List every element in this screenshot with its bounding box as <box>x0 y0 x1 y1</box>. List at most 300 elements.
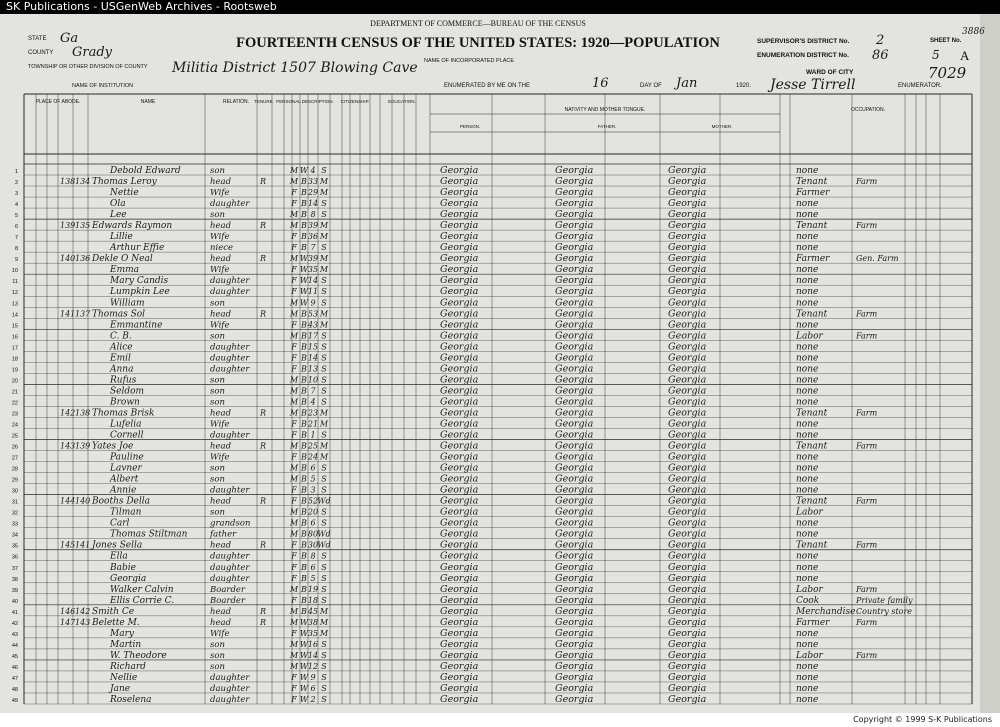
industry-value: Farm <box>856 408 878 418</box>
industry-value: Farm <box>856 177 878 187</box>
mother-birth-place: Georgia <box>668 176 707 188</box>
race-value: W <box>299 276 309 286</box>
age-value: 29 <box>307 188 319 198</box>
occupation-value: Tenant <box>796 221 828 232</box>
relation-value: head <box>210 408 232 419</box>
nativity-father: FATHER. <box>597 124 617 129</box>
marital-value: S <box>321 166 327 176</box>
sex-value: M <box>289 254 299 264</box>
occupation-value: Labor <box>796 650 823 661</box>
age-value: 9 <box>310 298 316 308</box>
relation-value: son <box>210 661 225 672</box>
occupation-value: none <box>796 243 819 254</box>
father-birth-place: Georgia <box>555 374 594 386</box>
marital-value: M <box>319 617 329 627</box>
line-number: 17 <box>11 345 18 352</box>
mother-birth-place: Georgia <box>668 396 707 408</box>
age-value: 39 <box>307 254 319 264</box>
occupation-value: none <box>796 485 819 496</box>
age-value: 6 <box>310 683 316 693</box>
age-value: 30 <box>307 540 319 550</box>
mother-birth-place: Georgia <box>668 165 707 177</box>
race-value: B <box>301 320 307 330</box>
birth-place: Georgia <box>440 583 479 595</box>
industry-value: Farm <box>856 441 878 451</box>
dwelling-number: 138 <box>60 177 76 187</box>
line-number: 44 <box>11 642 18 649</box>
age-value: 20 <box>307 507 319 517</box>
sex-value: F <box>291 540 297 550</box>
race-value: B <box>301 606 307 616</box>
birth-place: Georgia <box>440 517 479 529</box>
family-number: 138 <box>75 408 91 418</box>
line-number: 11 <box>12 279 18 286</box>
mother-birth-place: Georgia <box>668 649 707 661</box>
dwelling-number: 139 <box>60 221 76 231</box>
tenure-value: R <box>260 496 267 506</box>
father-birth-place: Georgia <box>555 616 594 628</box>
sex-value: F <box>291 452 297 462</box>
age-value: 8 <box>310 551 316 561</box>
mother-birth-place: Georgia <box>668 451 707 463</box>
sex-value: M <box>289 474 299 484</box>
occupation-value: none <box>796 518 819 529</box>
mother-birth-place: Georgia <box>668 572 707 584</box>
person-name: Arthur Effie <box>110 243 165 254</box>
relation-value: Wife <box>210 628 230 639</box>
enum-district-label: ENUMERATION DISTRICT No. <box>757 52 849 59</box>
dwelling-number: 144 <box>60 496 76 506</box>
occupation-value: none <box>796 298 819 309</box>
line-number: 27 <box>11 455 18 462</box>
age-value: 7 <box>310 386 316 396</box>
tenure-value: R <box>260 617 267 627</box>
age-value: 25 <box>307 441 319 451</box>
race-value: B <box>301 595 307 605</box>
father-birth-place: Georgia <box>555 638 594 650</box>
age-value: 1 <box>310 430 316 440</box>
line-number: 9 <box>14 257 18 264</box>
person-name: Emil <box>110 353 131 364</box>
birth-place: Georgia <box>440 264 479 276</box>
sheet-no: 5 <box>932 48 940 62</box>
sex-value: M <box>289 166 299 176</box>
age-value: 6 <box>310 463 316 473</box>
enumerated-day: 16 <box>592 76 609 91</box>
person-name: W. Theodore <box>110 650 167 661</box>
occupation-value: Farmer <box>796 188 830 199</box>
tenure-value: R <box>260 254 267 264</box>
birth-place: Georgia <box>440 462 479 474</box>
sex-value: M <box>289 408 299 418</box>
relation-value: head <box>210 309 232 320</box>
birth-place: Georgia <box>440 694 479 705</box>
mother-birth-place: Georgia <box>668 363 707 375</box>
birth-place: Georgia <box>440 209 479 221</box>
father-birth-place: Georgia <box>555 528 594 540</box>
age-value: 6 <box>310 562 316 572</box>
tenure-value: R <box>260 408 267 418</box>
person-name: Richard <box>110 661 146 672</box>
line-number: 40 <box>11 598 18 605</box>
mother-birth-place: Georgia <box>668 583 707 595</box>
person-name: Anna <box>110 364 134 375</box>
father-birth-place: Georgia <box>555 286 594 298</box>
sex-value: M <box>289 221 299 231</box>
sex-value: M <box>289 584 299 594</box>
race-value: B <box>301 188 307 198</box>
birth-place: Georgia <box>440 396 479 408</box>
birth-place: Georgia <box>440 572 479 584</box>
age-value: 11 <box>307 287 319 297</box>
relation-value: Wife <box>210 188 230 199</box>
father-birth-place: Georgia <box>555 440 594 452</box>
person-name: Lillie <box>110 232 133 243</box>
birth-place: Georgia <box>440 418 479 430</box>
mother-birth-place: Georgia <box>668 561 707 573</box>
industry-value: Gen. Farm <box>856 254 899 264</box>
father-birth-place: Georgia <box>555 385 594 397</box>
race-value: W <box>299 628 309 638</box>
mother-birth-place: Georgia <box>668 517 707 529</box>
col-relation: RELATION. <box>222 99 250 105</box>
relation-value: son <box>210 298 225 309</box>
father-birth-place: Georgia <box>555 462 594 474</box>
line-number: 2 <box>14 180 18 187</box>
marital-value: M <box>319 419 329 429</box>
age-value: 7 <box>310 243 316 253</box>
mother-birth-place: Georgia <box>668 297 707 309</box>
place-label: NAME OF INCORPORATED PLACE <box>424 58 515 64</box>
birth-place: Georgia <box>440 616 479 628</box>
line-number: 34 <box>11 532 18 539</box>
line-number: 23 <box>11 411 18 418</box>
industry-value: Farm <box>856 496 878 506</box>
line-number: 18 <box>11 356 18 363</box>
line-number: 13 <box>11 301 18 308</box>
enumerated-label: ENUMERATED BY ME ON THE <box>444 83 531 89</box>
birth-place: Georgia <box>440 231 479 243</box>
sex-value: F <box>291 419 297 429</box>
marital-value: S <box>321 276 327 286</box>
line-number: 30 <box>11 488 18 495</box>
sex-value: M <box>289 386 299 396</box>
line-number: 47 <box>11 675 18 682</box>
birth-place: Georgia <box>440 341 479 353</box>
relation-value: daughter <box>210 695 250 705</box>
race-value: B <box>301 353 307 363</box>
marital-value: S <box>321 353 327 363</box>
relation-value: son <box>210 397 225 408</box>
father-birth-place: Georgia <box>555 671 594 683</box>
age-value: 2 <box>310 695 316 704</box>
marital-value: S <box>321 397 327 407</box>
mother-birth-place: Georgia <box>668 682 707 694</box>
race-value: B <box>301 441 307 451</box>
race-value: B <box>301 232 307 242</box>
mother-birth-place: Georgia <box>668 220 707 232</box>
line-number: 5 <box>14 213 18 220</box>
birth-place: Georgia <box>440 374 479 386</box>
birth-place: Georgia <box>440 253 479 265</box>
father-birth-place: Georgia <box>555 264 594 276</box>
person-name: Cornell <box>110 430 144 441</box>
person-name: Walker Calvin <box>110 584 174 595</box>
birth-place: Georgia <box>440 660 479 672</box>
family-number: 137 <box>75 309 91 319</box>
person-name: Emmantine <box>110 320 163 331</box>
age-value: 6 <box>310 518 316 528</box>
family-number: 141 <box>75 540 91 550</box>
race-value: W <box>299 672 309 682</box>
industry-value: Farm <box>856 617 878 627</box>
col-citizenship: CITIZENSHIP. <box>340 99 370 104</box>
race-value: B <box>301 408 307 418</box>
person-name: Booths Della <box>92 496 151 507</box>
tenure-value: R <box>260 309 267 319</box>
marital-value: S <box>321 562 327 572</box>
father-birth-place: Georgia <box>555 396 594 408</box>
race-value: B <box>301 584 307 594</box>
race-value: B <box>301 485 307 495</box>
age-value: 5 <box>310 573 316 583</box>
relation-value: head <box>210 540 232 551</box>
occupation-value: Labor <box>796 331 823 342</box>
sex-value: F <box>291 485 297 495</box>
sex-value: M <box>289 617 299 627</box>
father-birth-place: Georgia <box>555 451 594 463</box>
father-birth-place: Georgia <box>555 517 594 529</box>
father-birth-place: Georgia <box>555 682 594 694</box>
industry-value: Private family <box>856 595 913 605</box>
race-value: B <box>301 507 307 517</box>
sex-value: M <box>289 441 299 451</box>
person-name: Jones Sella <box>92 540 143 551</box>
father-birth-place: Georgia <box>555 605 594 617</box>
sex-value: F <box>291 232 297 242</box>
relation-value: Wife <box>210 320 230 331</box>
line-number: 48 <box>11 686 18 693</box>
family-number: 139 <box>75 441 91 451</box>
age-value: 45 <box>307 606 319 616</box>
occupation-value: none <box>796 364 819 375</box>
marital-value: S <box>321 375 327 385</box>
sex-value: M <box>289 661 299 671</box>
mother-birth-place: Georgia <box>668 407 707 419</box>
race-value: B <box>301 463 307 473</box>
industry-value: Farm <box>856 540 878 550</box>
father-birth-place: Georgia <box>555 198 594 210</box>
relation-value: head <box>210 441 232 452</box>
birth-place: Georgia <box>440 187 479 199</box>
age-value: 5 <box>310 474 316 484</box>
marital-value: M <box>319 452 329 462</box>
mother-birth-place: Georgia <box>668 495 707 507</box>
birth-place: Georgia <box>440 407 479 419</box>
occupation-value: none <box>796 375 819 386</box>
person-name: Nellie <box>110 672 138 683</box>
race-value: W <box>299 617 309 627</box>
race-value: W <box>299 287 309 297</box>
person-name: Babie <box>110 562 136 573</box>
line-number: 28 <box>11 466 18 473</box>
occupation-value: none <box>796 287 819 298</box>
occupation-value: Tenant <box>796 177 828 188</box>
relation-value: daughter <box>210 276 250 287</box>
race-value: B <box>301 562 307 572</box>
age-value: 80 <box>307 529 319 539</box>
sex-value: F <box>291 243 297 253</box>
mother-birth-place: Georgia <box>668 198 707 210</box>
relation-value: daughter <box>210 485 250 496</box>
age-value: 24 <box>307 452 319 462</box>
sex-value: F <box>291 265 297 275</box>
occupation-value: none <box>796 430 819 441</box>
line-number: 8 <box>14 246 18 253</box>
line-number: 1 <box>14 169 18 176</box>
sheet-edge-shadow <box>980 14 1000 713</box>
mother-birth-place: Georgia <box>668 462 707 474</box>
occupation-value: none <box>796 683 819 694</box>
marital-value: Wd <box>317 540 331 550</box>
marital-value: M <box>319 606 329 616</box>
marital-value: S <box>321 243 327 253</box>
mother-birth-place: Georgia <box>668 638 707 650</box>
occupation-value: none <box>796 551 819 562</box>
mother-birth-place: Georgia <box>668 286 707 298</box>
age-value: 15 <box>307 342 319 352</box>
age-value: 21 <box>307 419 319 429</box>
line-number: 36 <box>11 554 18 561</box>
birth-place: Georgia <box>440 165 479 177</box>
relation-value: Wife <box>210 452 230 463</box>
marital-value: M <box>319 320 329 330</box>
occupation-value: none <box>796 672 819 683</box>
person-name: Thomas Brisk <box>92 408 155 419</box>
family-number: 143 <box>75 617 91 627</box>
age-value: 33 <box>307 177 319 187</box>
birth-place: Georgia <box>440 451 479 463</box>
line-number: 26 <box>11 444 18 451</box>
relation-value: head <box>210 496 232 507</box>
marital-value: S <box>321 650 327 660</box>
occupation-value: none <box>796 386 819 397</box>
father-birth-place: Georgia <box>555 209 594 221</box>
age-value: 38 <box>307 617 319 627</box>
race-value: W <box>299 639 309 649</box>
sex-value: F <box>291 430 297 440</box>
occupation-value: Tenant <box>796 408 828 419</box>
line-number: 41 <box>11 609 18 616</box>
birth-place: Georgia <box>440 561 479 573</box>
person-name: Tilman <box>110 507 142 518</box>
county-value: Grady <box>72 45 113 60</box>
township-label: TOWNSHIP OR OTHER DIVISION OF COUNTY <box>28 64 148 70</box>
sex-value: M <box>289 309 299 319</box>
sex-value: M <box>289 397 299 407</box>
family-number: 134 <box>75 177 91 187</box>
occupation-value: none <box>796 276 819 287</box>
father-birth-place: Georgia <box>555 539 594 551</box>
marital-value: S <box>321 584 327 594</box>
occupation-value: none <box>796 695 819 705</box>
relation-value: head <box>210 221 232 232</box>
father-birth-place: Georgia <box>555 473 594 485</box>
birth-place: Georgia <box>440 308 479 320</box>
relation-value: son <box>210 639 225 650</box>
family-number: 136 <box>75 254 91 264</box>
birth-place: Georgia <box>440 220 479 232</box>
mother-birth-place: Georgia <box>668 209 707 221</box>
marital-value: M <box>319 254 329 264</box>
father-birth-place: Georgia <box>555 231 594 243</box>
sex-value: M <box>289 375 299 385</box>
birth-place: Georgia <box>440 506 479 518</box>
age-value: 16 <box>307 639 319 649</box>
relation-value: head <box>210 254 232 265</box>
census-title: FOURTEENTH CENSUS OF THE UNITED STATES: 1920—POPULATION <box>236 35 720 51</box>
line-number: 32 <box>11 510 18 517</box>
age-value: 4 <box>310 166 316 176</box>
person-name: Dekle O Neal <box>92 254 153 265</box>
mother-birth-place: Georgia <box>668 275 707 287</box>
age-value: 4 <box>310 397 316 407</box>
relation-value: daughter <box>210 287 250 298</box>
person-name: Ellis Corrie C. <box>110 595 175 606</box>
relation-value: son <box>210 507 225 518</box>
relation-value: daughter <box>210 430 250 441</box>
line-number: 49 <box>11 698 18 704</box>
marital-value: S <box>321 342 327 352</box>
sex-value: F <box>291 595 297 605</box>
marital-value: S <box>321 507 327 517</box>
department-line: DEPARTMENT OF COMMERCE—BUREAU OF THE CENSUS <box>370 19 586 28</box>
line-number: 33 <box>11 521 18 528</box>
line-number: 25 <box>11 433 18 440</box>
relation-value: head <box>210 606 232 617</box>
sex-value: M <box>289 331 299 341</box>
race-value: W <box>299 166 309 176</box>
marital-value: S <box>321 463 327 473</box>
township-value: Militia District 1507 Blowing Cave <box>172 60 418 76</box>
age-value: 36 <box>307 232 319 242</box>
age-value: 18 <box>307 595 319 605</box>
father-birth-place: Georgia <box>555 484 594 496</box>
age-value: 13 <box>307 364 319 374</box>
mother-birth-place: Georgia <box>668 341 707 353</box>
col-education: EDUCATION. <box>388 99 416 104</box>
age-value: 17 <box>307 331 319 341</box>
person-name: Pauline <box>110 452 144 463</box>
birth-place: Georgia <box>440 286 479 298</box>
sex-value: F <box>291 199 297 209</box>
institution-label: NAME OF INSTITUTION <box>72 83 134 89</box>
dwelling-number: 140 <box>60 254 76 264</box>
father-birth-place: Georgia <box>555 407 594 419</box>
marital-value: S <box>321 474 327 484</box>
year-label: 1920. <box>736 83 752 89</box>
relation-value: Wife <box>210 232 230 243</box>
family-number: 142 <box>75 606 91 616</box>
race-value: W <box>299 265 309 275</box>
sex-value: F <box>291 353 297 363</box>
dwelling-number: 142 <box>60 408 76 418</box>
mother-birth-place: Georgia <box>668 242 707 254</box>
age-value: 8 <box>310 210 316 220</box>
occupation-value: none <box>796 353 819 364</box>
father-birth-place: Georgia <box>555 561 594 573</box>
birth-place: Georgia <box>440 352 479 364</box>
